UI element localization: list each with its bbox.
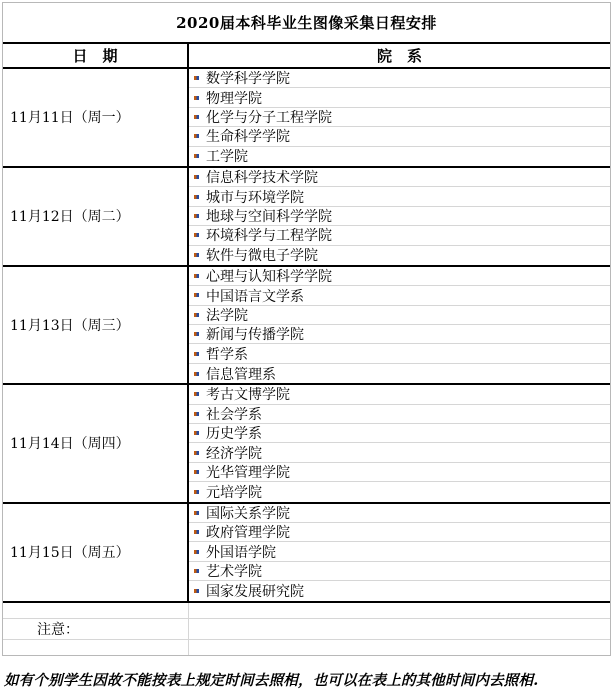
note-row — [3, 619, 610, 640]
department-item — [189, 581, 610, 600]
department-name: 新闻与传播学院 — [206, 327, 304, 344]
schedule-group-row — [3, 168, 610, 267]
bullet-icon — [194, 115, 199, 119]
department-item — [189, 267, 610, 286]
department-item — [189, 424, 610, 443]
date-cell: 11月11日（周一） — [3, 69, 189, 166]
bullet-icon — [194, 214, 199, 218]
date-cell: 11月15日（周五） — [3, 504, 189, 601]
bullet-icon — [194, 313, 199, 317]
department-name: 外国语学院 — [206, 544, 276, 561]
department-item — [189, 306, 610, 325]
bullet-icon — [194, 332, 199, 336]
department-item — [189, 69, 610, 88]
department-name: 法学院 — [206, 307, 248, 324]
bullet-icon — [194, 511, 199, 515]
department-item — [189, 88, 610, 107]
table-title: 2020届本科毕业生图像采集日程安排 — [3, 3, 610, 44]
department-name: 经济学院 — [206, 445, 262, 462]
footnote-text: 如有个别学生因故不能按表上规定时间去照相，也可以在表上的其他时间内去照相. — [4, 672, 539, 689]
department-name: 考古文博学院 — [206, 387, 290, 404]
empty-cell — [189, 603, 610, 618]
department-name: 中国语言文学系 — [206, 288, 304, 305]
empty-cell — [189, 640, 610, 655]
department-name: 信息管理系 — [206, 366, 276, 383]
bullet-icon — [194, 490, 199, 494]
department-name: 元培学院 — [206, 484, 262, 501]
department-item — [189, 504, 610, 523]
bullet-icon — [194, 470, 199, 474]
department-item — [189, 443, 610, 462]
empty-row — [3, 640, 610, 655]
bullet-icon — [194, 569, 199, 573]
schedule-group-row — [3, 267, 610, 385]
department-item — [189, 482, 610, 501]
department-list — [189, 69, 610, 166]
table-header-row — [3, 44, 610, 69]
department-name: 艺术学院 — [206, 563, 262, 580]
bullet-icon — [194, 293, 199, 297]
department-item — [189, 385, 610, 404]
bullet-icon — [194, 233, 199, 237]
department-item — [189, 127, 610, 146]
group-rows — [3, 69, 610, 603]
bullet-icon — [194, 589, 199, 593]
date-cell: 11月14日（周四） — [3, 385, 189, 501]
department-name: 信息科学技术学院 — [206, 170, 318, 187]
empty-row — [3, 603, 610, 619]
bullet-icon — [194, 76, 199, 80]
bullet-icon — [194, 392, 199, 396]
department-name: 化学与分子工程学院 — [206, 109, 332, 126]
department-item — [189, 364, 610, 383]
bullet-icon — [194, 352, 199, 356]
department-name: 社会学系 — [206, 406, 262, 423]
department-name: 物理学院 — [206, 90, 262, 107]
bullet-icon — [194, 412, 199, 416]
bullet-icon — [194, 451, 199, 455]
department-item — [189, 325, 610, 344]
bullet-icon — [194, 134, 199, 138]
empty-cell — [3, 640, 189, 655]
department-name: 城市与环境学院 — [206, 189, 304, 206]
department-list — [189, 385, 610, 501]
bullet-icon — [194, 274, 199, 278]
department-item — [189, 187, 610, 206]
department-name: 工学院 — [206, 149, 248, 166]
department-item — [189, 542, 610, 561]
bullet-icon — [194, 96, 199, 100]
schedule-group-row — [3, 385, 610, 503]
department-item — [189, 463, 610, 482]
bullet-icon — [194, 175, 199, 179]
department-item — [189, 286, 610, 305]
department-name: 国际关系学院 — [206, 505, 290, 522]
department-item — [189, 168, 610, 187]
department-name: 软件与微电子学院 — [206, 248, 318, 265]
schedule-table — [2, 2, 611, 656]
department-item — [189, 147, 610, 166]
department-item — [189, 405, 610, 424]
bullet-icon — [194, 253, 199, 257]
bullet-icon — [194, 431, 199, 435]
note-label: 注意： — [3, 619, 189, 639]
department-item — [189, 246, 610, 265]
department-name: 数学科学学院 — [206, 71, 290, 88]
department-list — [189, 267, 610, 383]
department-list — [189, 504, 610, 601]
date-cell: 11月12日（周二） — [3, 168, 189, 265]
bullet-icon — [194, 550, 199, 554]
department-name: 光华管理学院 — [206, 465, 290, 482]
schedule-group-row — [3, 69, 610, 168]
schedule-group-row — [3, 504, 610, 603]
empty-cell — [189, 619, 610, 639]
department-name: 地球与空间科学学院 — [206, 208, 332, 225]
department-name: 国家发展研究院 — [206, 583, 304, 600]
bullet-icon — [194, 154, 199, 158]
column-header-date: 日 期 — [3, 44, 189, 67]
department-list — [189, 168, 610, 265]
department-name: 哲学系 — [206, 346, 248, 363]
department-item — [189, 108, 610, 127]
department-name: 心理与认知科学学院 — [206, 269, 332, 286]
bullet-icon — [194, 195, 199, 199]
bullet-icon — [194, 372, 199, 376]
department-item — [189, 207, 610, 226]
date-cell: 11月13日（周三） — [3, 267, 189, 383]
column-header-dept: 院 系 — [376, 47, 422, 65]
department-item — [189, 344, 610, 363]
bullet-icon — [194, 530, 199, 534]
department-item — [189, 562, 610, 581]
empty-cell — [3, 603, 189, 618]
department-item — [189, 523, 610, 542]
department-name: 历史学系 — [206, 426, 262, 443]
department-item — [189, 226, 610, 245]
department-name: 生命科学学院 — [206, 129, 290, 146]
department-name: 环境科学与工程学院 — [206, 228, 332, 245]
department-name: 政府管理学院 — [206, 525, 290, 542]
